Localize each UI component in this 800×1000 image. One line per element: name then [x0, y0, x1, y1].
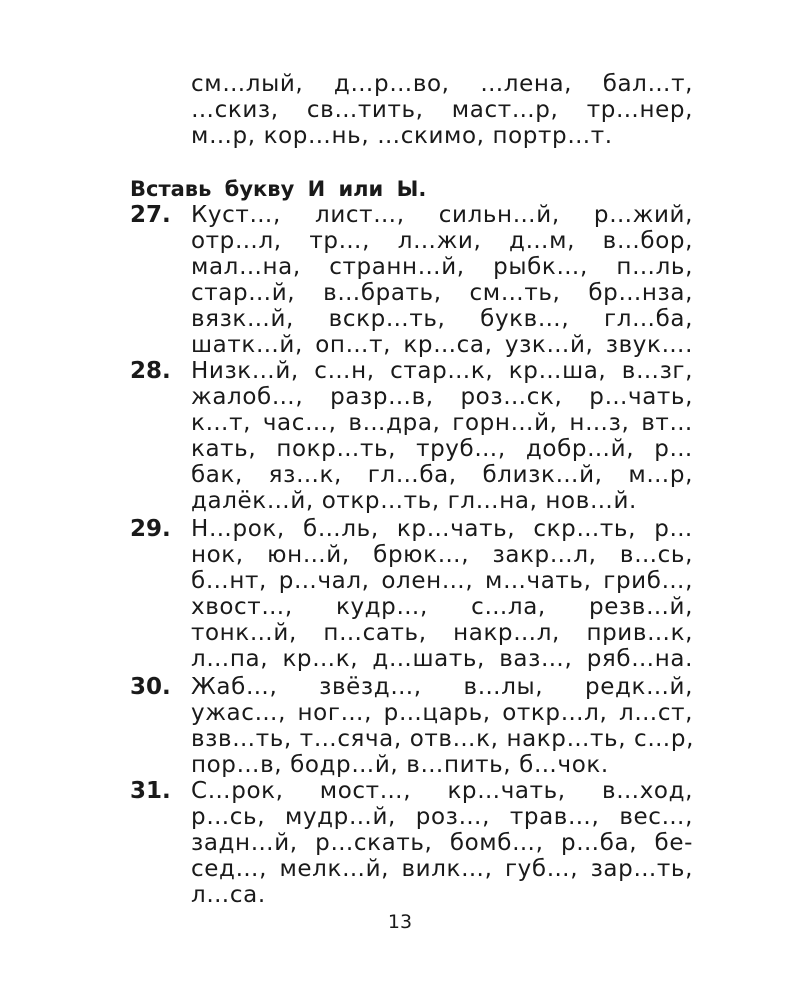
text-line: далёк…й, откр…ть, гл…на, нов…й.	[191, 488, 637, 514]
text-line: Н…рок, б…ль, кр…чать, скр…ть, р…	[191, 516, 693, 542]
page-number: 13	[387, 911, 413, 933]
text-line: …скиз, св…тить, маст…р, тр…нер,	[191, 97, 693, 123]
text-line: тонк…й, п…сать, накр…л, прив…к,	[191, 620, 693, 646]
exercise-number: 31.	[130, 778, 171, 804]
text-line: ужас…, ног…, р…царь, откр…л, л…ст,	[191, 700, 693, 726]
text-line: мал…на, странн…й, рыбк…, п…ль,	[191, 254, 693, 280]
text-line: шатк…й, оп…т, кр…са, узк…й, звук….	[191, 332, 693, 358]
text-line: пор…в, бодр…й, в…пить, б…чок.	[191, 752, 609, 778]
text-line: к…т, час…, в…дра, горн…й, н…з, вт…	[191, 410, 693, 436]
exercise-number: 30.	[130, 674, 171, 700]
text-line: С…рок, мост…, кр…чать, в…ход,	[191, 778, 693, 804]
text-line: Куст…, лист…, сильн…й, р…жий,	[191, 202, 693, 228]
text-line: нок, юн…й, брюк…, закр…л, в…сь,	[191, 542, 693, 568]
text-line: Низк…й, с…н, стар…к, кр…ша, в…зг,	[191, 358, 693, 384]
exercise-number: 28.	[130, 358, 171, 384]
text-line: бак, яз…к, гл…ба, близк…й, м…р,	[191, 462, 693, 488]
section-heading: Вставь букву И или Ы.	[130, 177, 427, 201]
text-line: сед…, мелк…й, вилк…, губ…, зар…ть,	[191, 856, 693, 882]
text-line: хвост…, кудр…, с…ла, резв…й,	[191, 594, 693, 620]
text-line: стар…й, в…брать, см…ть, бр…нза,	[191, 280, 693, 306]
text-line: см…лый, д…р…во, …лена, бал…т,	[191, 71, 693, 97]
text-line: Жаб…, звёзд…, в…лы, редк…й,	[191, 674, 693, 700]
text-line: задн…й, р…скать, бомб…, р…ба, бе-	[191, 830, 693, 856]
text-line: м…р, кор…нь, …скимо, портр…т.	[191, 123, 613, 149]
text-line: л…па, кр…к, д…шать, ваз…, ряб…на.	[191, 646, 693, 672]
text-line: л…са.	[191, 882, 266, 908]
exercise-number: 27.	[130, 202, 171, 228]
exercise-number: 29.	[130, 516, 171, 542]
text-line: кать, покр…ть, труб…, добр…й, р…	[191, 436, 693, 462]
text-line: взв…ть, т…сяча, отв…к, накр…ть, с…р,	[191, 726, 694, 752]
text-line: отр…л, тр…, л…жи, д…м, в…бор,	[191, 228, 693, 254]
text-line: б…нт, р…чал, олен…, м…чать, гриб…,	[191, 568, 693, 594]
text-line: жалоб…, разр…в, роз…ск, р…чать,	[191, 384, 693, 410]
text-line: вязк…й, вскр…ть, букв…, гл…ба,	[191, 306, 693, 332]
text-line: р…сь, мудр…й, роз…, трав…, вес…,	[191, 804, 693, 830]
